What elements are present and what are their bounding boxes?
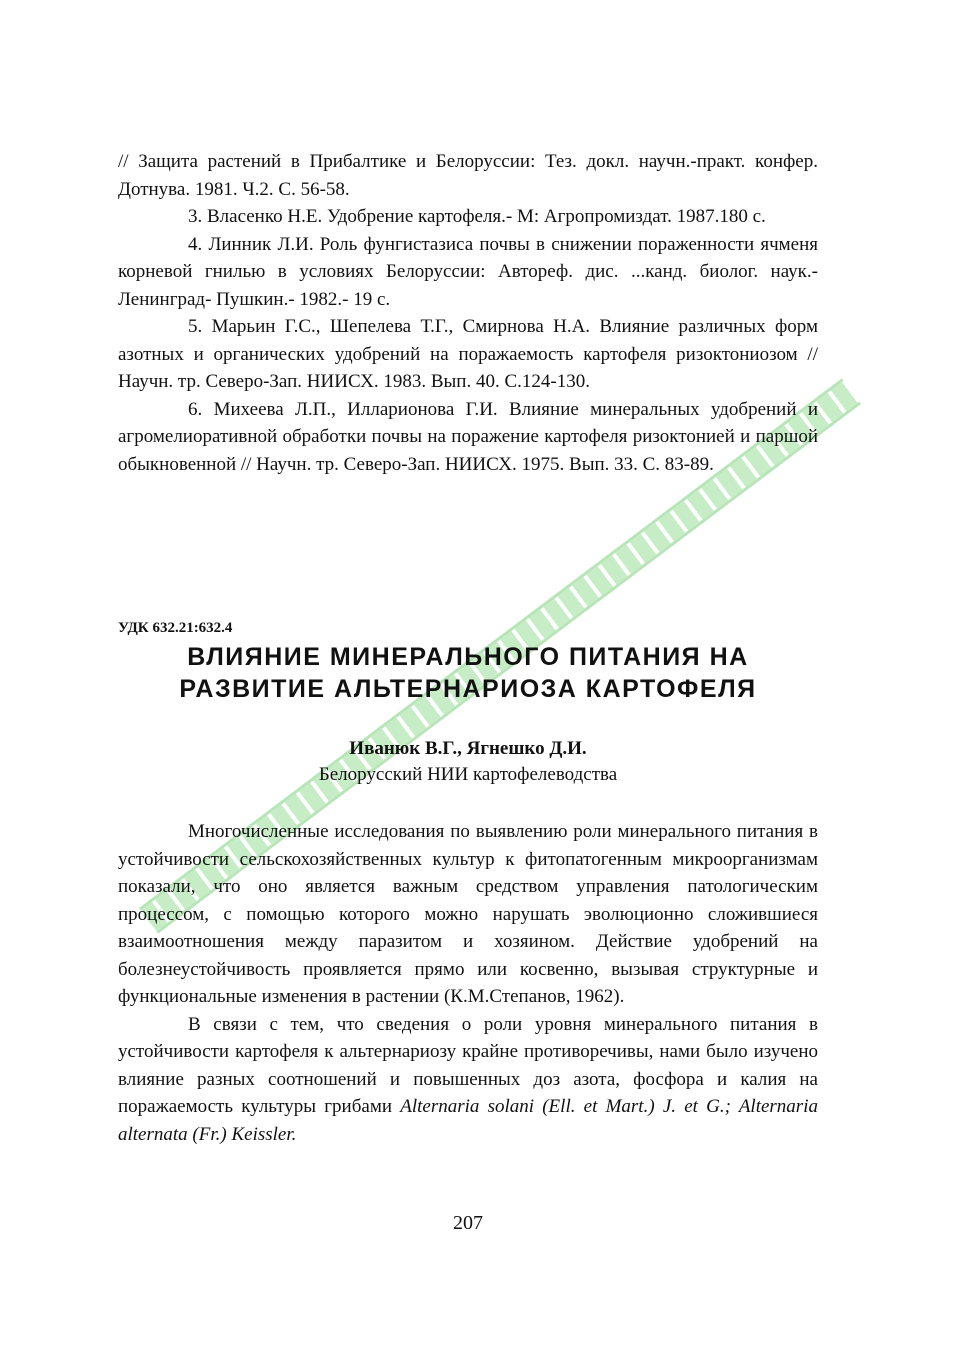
article-title-line-1: ВЛИЯНИЕ МИНЕРАЛЬНОГО ПИТАНИЯ НА: [187, 643, 749, 671]
body-paragraph-1: Многочисленные исследования по выявлению роли минерального питания в устойчивости сельскохозяйственных культур к фитопатогенным микроорганизмам показали, что оно является важным средством управления патологическим процессом, с помощью которого можно нарушать эволюционно сложившиеся взаимоотношения между паразитом и хозяином. Действие удобрений на болезнеустойчивость проявляется прямо или косвенно, вызывая структурные и функциональные изменения в растении (К.М.Степанов, 1962).: [118, 821, 818, 1007]
page-number: 207: [453, 1212, 483, 1234]
references-list: [118, 148, 818, 478]
author-institution: Белорусский НИИ картофелеводства: [318, 764, 618, 785]
reference-item-6: 6. Михеева Л.П., Илларионова Г.И. Влияние минеральных удобрений и агромелиоративной обработки почвы на поражение картофеля ризоктонией и паршой обыкновенной // Научн. тр. Северо-Зап. НИИСХ. 1975. Вып. 33. С. 83-89.: [118, 398, 818, 475]
article-title-line-2: РАЗВИТИЕ АЛЬТЕРНАРИОЗА КАРТОФЕЛЯ: [179, 675, 757, 703]
species-names: Alternaria solani (Ell. et Mart.) J. et G.; Alternaria alternata (Fr.) Keissler.: [118, 1096, 818, 1145]
reference-item-3: 3. Власенко Н.Е. Удобрение картофеля.- М: Агропромиздат. 1987.180 с.: [188, 206, 766, 227]
reference-continued: // Защита растений в Прибалтике и Белоруссии: Тез. докл. научн.-практ. конфер. Дотнува. 1981. Ч.2. С. 56-58.: [118, 151, 818, 200]
reference-item-4: 4. Линник Л.И. Роль фунгистазиса почвы в снижении пораженности ячменя корневой гнилью в условиях Белоруссии: Автореф. дис. ...канд. биолог. наук.- Ленинград- Пушкин.- 1982.- 19 с.: [118, 233, 818, 310]
article-authors: Иванюк В.Г., Ягнешко Д.И.: [349, 738, 587, 759]
article-body: [118, 818, 818, 1148]
reference-item-5: 5. Марьин Г.С., Шепелева Т.Г., Смирнова Н.А. Влияние различных форм азотных и органических удобрений на поражаемость картофеля ризоктониозом // Научн. тр. Северо-Зап. НИИСХ. 1983. Вып. 40. С.124-130.: [118, 316, 818, 392]
article-title: [118, 641, 818, 705]
body-paragraph-2: [118, 1011, 818, 1149]
body-paragraph-2-text: В связи с тем, что сведения о роли уровня минерального питания в устойчивости картофеля к альтернариозу крайне противоречивы, нами было изучено влияние разных соотношений и повышенных доз азота, фосфора и калия на поражаемость культуры грибами: [118, 1013, 818, 1117]
udc-code: УДК 632.21:632.4: [118, 620, 233, 636]
